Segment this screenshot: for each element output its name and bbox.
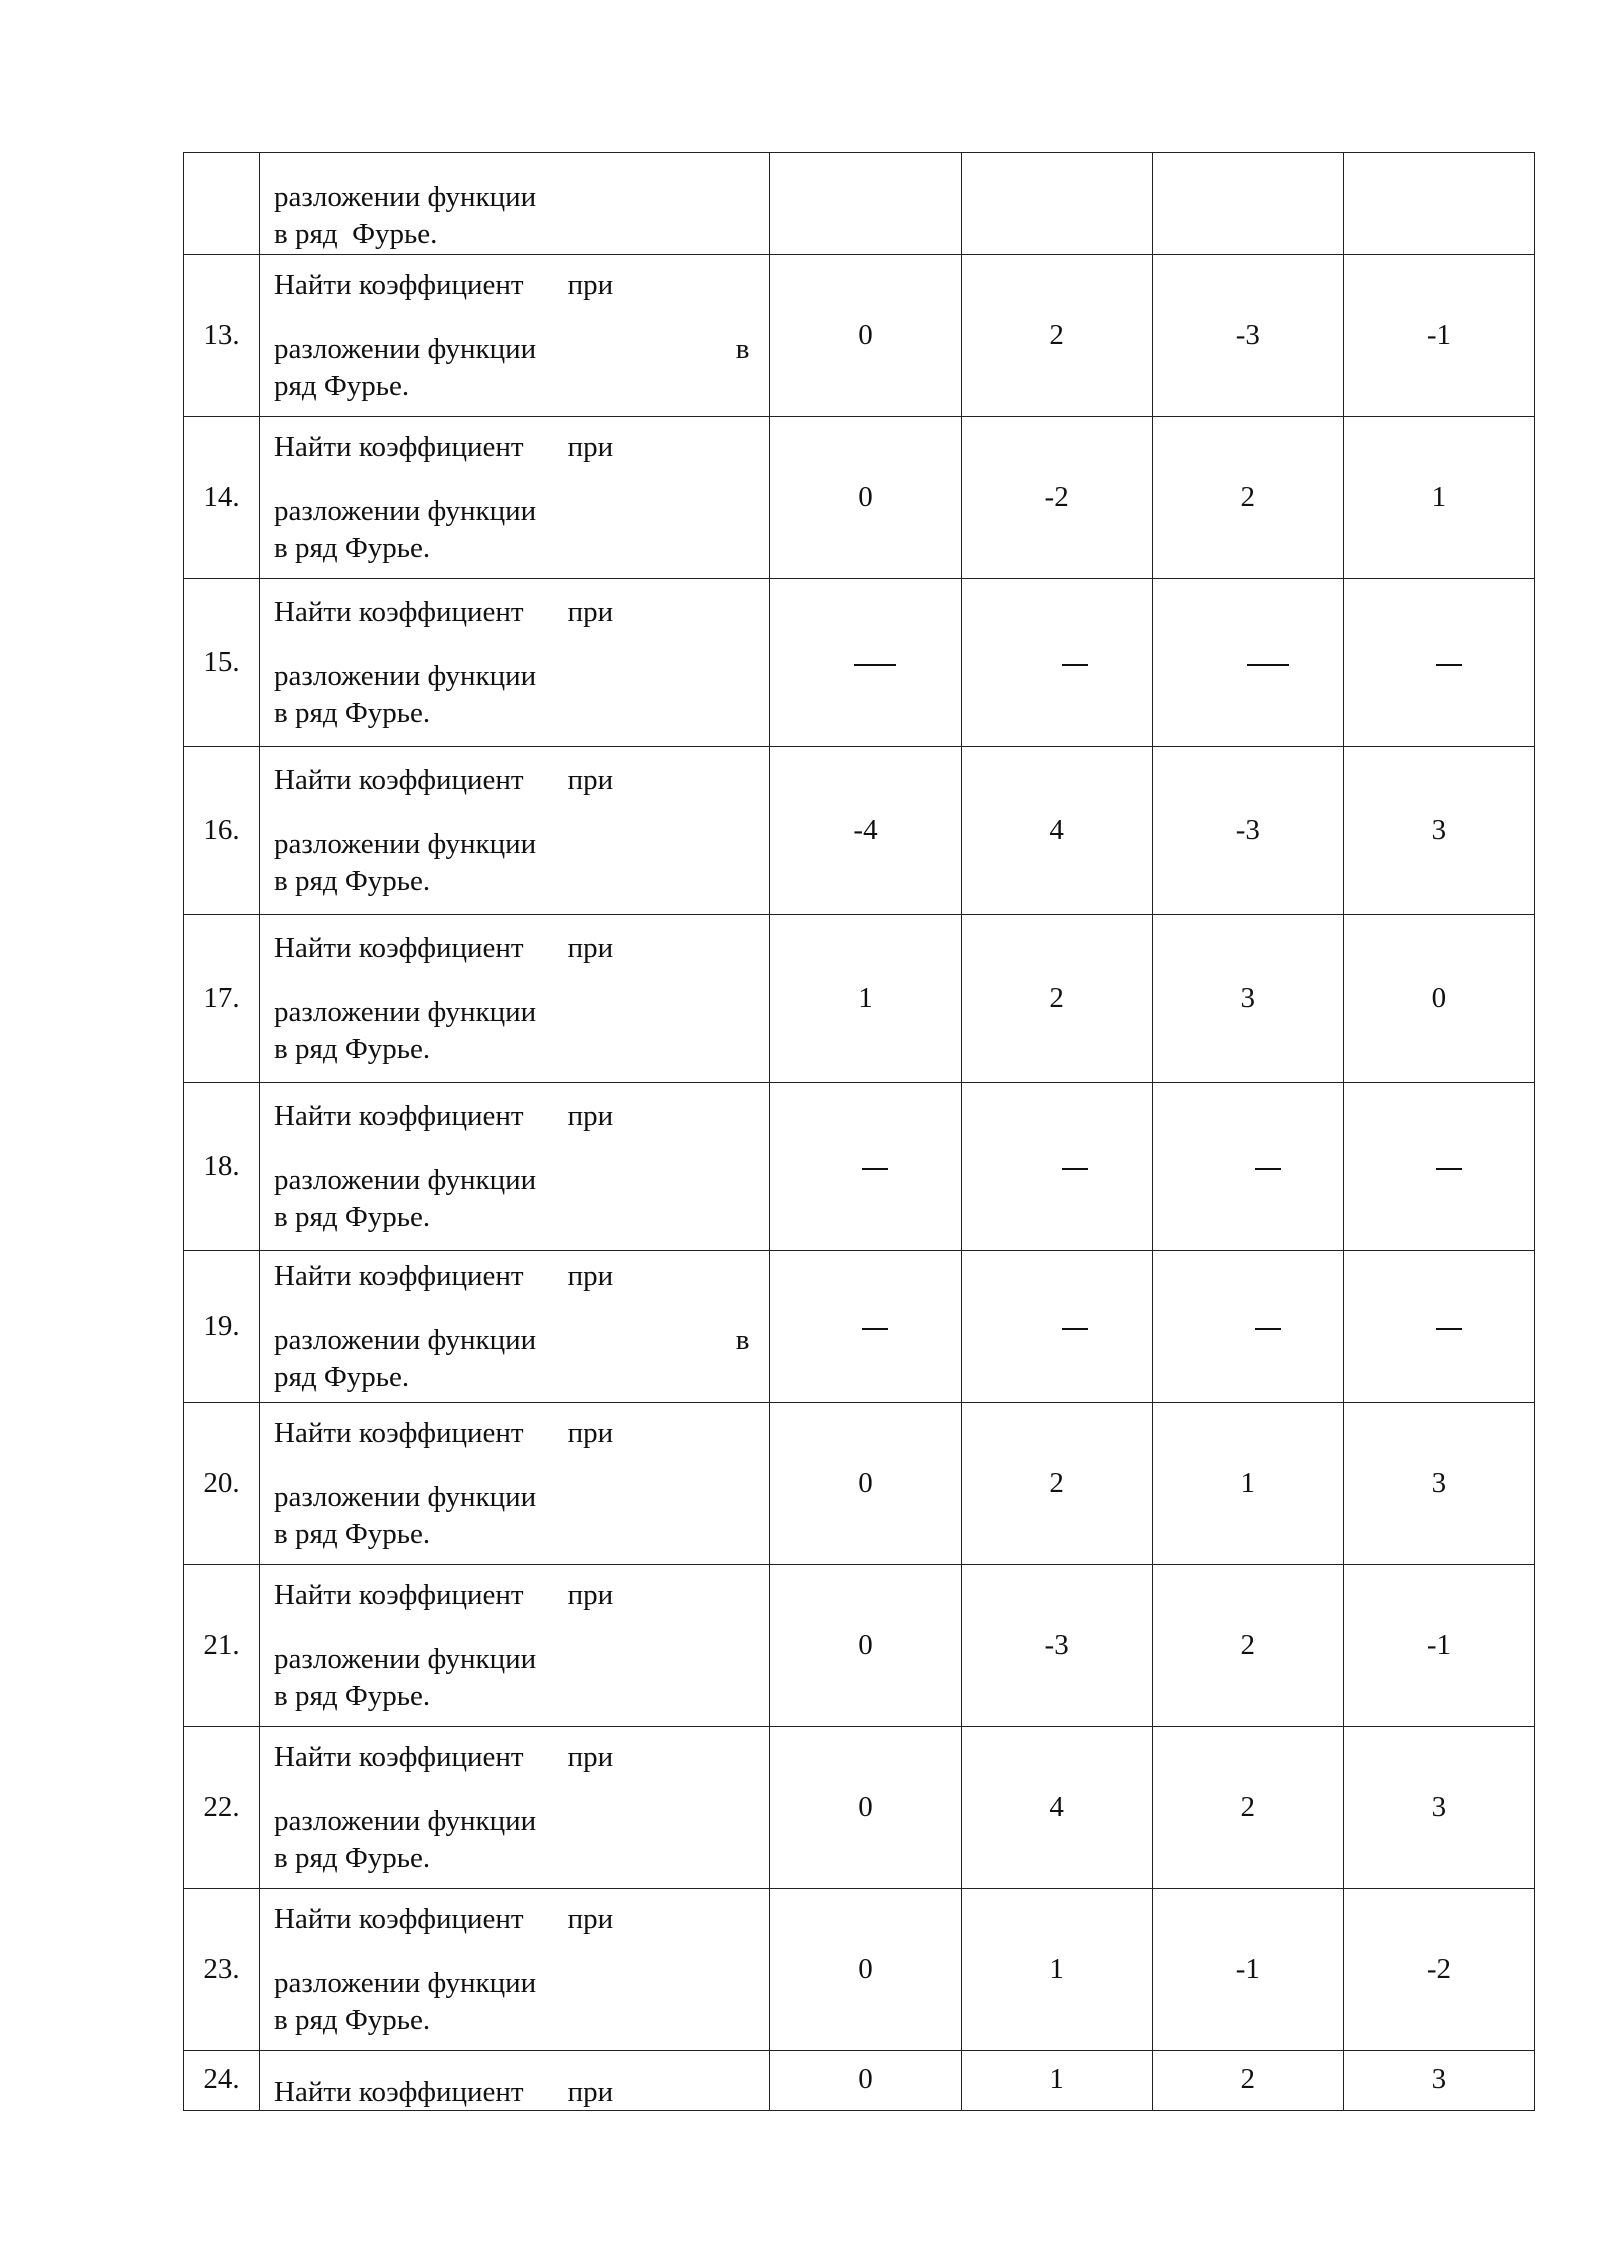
- table-row: [184, 915, 1535, 1083]
- answer-option-cell: [961, 1727, 1152, 1889]
- task-text: разложении функции: [274, 1643, 537, 1676]
- answer-option-cell: [1152, 1889, 1343, 2051]
- task-text: в ряд Фурье.: [274, 2003, 431, 2036]
- task-text: при: [567, 932, 614, 965]
- answer-option-cell: [770, 1083, 961, 1251]
- task-table-body: [184, 153, 1535, 2111]
- answer-option-cell: [1152, 2051, 1343, 2111]
- row-number: 21.: [203, 1629, 240, 1662]
- task-text: разложении функции: [274, 1805, 537, 1838]
- task-description-cell: [260, 1565, 770, 1727]
- fraction-bar: [1436, 1168, 1462, 1170]
- table-row: [184, 579, 1535, 747]
- answer-value: 1: [858, 982, 873, 1015]
- answer-option-cell: [1152, 747, 1343, 915]
- task-text: разложении функции: [274, 495, 537, 528]
- fraction-bar: [1062, 664, 1088, 666]
- fraction-bar: [1255, 1168, 1281, 1170]
- row-number-cell: [184, 1403, 260, 1565]
- task-text: в ряд Фурье.: [274, 1032, 431, 1065]
- answer-option-cell: [1152, 255, 1343, 417]
- answer-option-cell: [1343, 1403, 1534, 1565]
- fraction-bar: [1436, 1328, 1462, 1330]
- task-text: в: [735, 1324, 750, 1357]
- task-description-cell: [260, 417, 770, 579]
- task-description-cell: [260, 1251, 770, 1403]
- answer-option-cell: [770, 1727, 961, 1889]
- answer-option-cell: [961, 1403, 1152, 1565]
- answer-value: 1: [1049, 1953, 1064, 1986]
- row-number: 13.: [203, 319, 240, 352]
- row-number: 17.: [203, 982, 240, 1015]
- task-text: разложении функции: [274, 1481, 537, 1514]
- answer-value: 0: [1431, 982, 1447, 1015]
- answer-value: -3: [1235, 814, 1260, 847]
- table-row: [184, 2051, 1535, 2111]
- row-number: 15.: [203, 646, 240, 679]
- task-text: Найти коэффициент: [274, 1260, 524, 1293]
- answer-option-cell: [1152, 579, 1343, 747]
- answer-option-cell: [770, 2051, 961, 2111]
- fraction-bar: [1255, 1328, 1281, 1330]
- answer-value: 2: [1240, 481, 1256, 514]
- row-number: 24.: [203, 2063, 240, 2095]
- answer-value: 0: [858, 1467, 873, 1500]
- answer-option-cell: [1343, 1727, 1534, 1889]
- answer-option-cell: [961, 1251, 1152, 1403]
- task-text: разложении функции: [274, 1164, 537, 1197]
- task-text: Найти коэффициент: [274, 1741, 524, 1774]
- table-row: [184, 153, 1535, 255]
- answer-option-cell: [770, 255, 961, 417]
- answer-value: -2: [1044, 481, 1069, 514]
- row-number: 19.: [203, 1310, 240, 1343]
- answer-value: 0: [858, 1953, 873, 1986]
- task-text: в: [735, 333, 750, 366]
- task-text: при: [567, 269, 614, 302]
- row-number-cell: [184, 1727, 260, 1889]
- task-text-line: разложении функции: [274, 181, 537, 214]
- answer-value: 3: [1431, 1791, 1447, 1824]
- answer-value: -4: [853, 814, 878, 847]
- row-number-cell: [184, 747, 260, 915]
- task-description-cell: [260, 153, 770, 255]
- answer-option-cell: [1343, 1889, 1534, 2051]
- row-number: 18.: [203, 1150, 240, 1183]
- task-text: Найти коэффициент: [274, 431, 524, 464]
- table-row: [184, 417, 1535, 579]
- task-description-cell: [260, 1889, 770, 2051]
- answer-value: -1: [1426, 1629, 1451, 1662]
- answer-value: 0: [858, 1629, 873, 1662]
- answer-option-cell: [961, 417, 1152, 579]
- answer-option-cell: [1152, 417, 1343, 579]
- answer-value: 1: [1240, 1467, 1256, 1500]
- answer-option-cell: [1343, 915, 1534, 1083]
- answer-value: 1: [1049, 2063, 1064, 2095]
- fraction-bar: [1062, 1328, 1088, 1330]
- answer-value: 4: [1049, 814, 1064, 847]
- task-text: разложении функции: [274, 1324, 537, 1357]
- task-text: в ряд Фурье.: [274, 531, 431, 564]
- answer-option-cell: [770, 417, 961, 579]
- answer-option-cell: [1343, 747, 1534, 915]
- table-row: [184, 1889, 1535, 2051]
- table-row: [184, 255, 1535, 417]
- fraction-bar: [1062, 1168, 1088, 1170]
- row-number-cell: [184, 1251, 260, 1403]
- answer-option-cell: [1152, 153, 1343, 255]
- task-text: при: [567, 1260, 614, 1293]
- answer-option-cell: [961, 255, 1152, 417]
- answer-option-cell: [1343, 1083, 1534, 1251]
- row-number-cell: [184, 915, 260, 1083]
- task-description-cell: [260, 255, 770, 417]
- row-number-cell: [184, 153, 260, 255]
- answer-option-cell: [961, 915, 1152, 1083]
- answer-option-cell: [770, 915, 961, 1083]
- task-description-cell: [260, 2051, 770, 2111]
- answer-option-cell: [1343, 255, 1534, 417]
- task-text: в ряд Фурье.: [274, 1679, 431, 1712]
- answer-value: -3: [1235, 319, 1260, 352]
- answer-option-cell: [961, 579, 1152, 747]
- answer-value: -2: [1426, 1953, 1451, 1986]
- task-text: в ряд Фурье.: [274, 1841, 431, 1874]
- task-text: Найти коэффициент: [274, 269, 524, 302]
- task-text: разложении функции: [274, 660, 537, 693]
- task-text: при: [567, 1903, 614, 1936]
- answer-option-cell: [961, 1083, 1152, 1251]
- answer-value: 0: [858, 481, 873, 514]
- answer-option-cell: [1152, 1251, 1343, 1403]
- table-row: [184, 1403, 1535, 1565]
- row-number: 23.: [203, 1953, 240, 1986]
- answer-value: 0: [858, 1791, 873, 1824]
- task-text: разложении функции: [274, 828, 537, 861]
- task-text: ряд Фурье.: [274, 369, 410, 402]
- task-text: при: [567, 2075, 614, 2108]
- task-text: Найти коэффициент: [274, 932, 524, 965]
- task-text-line: в ряд Фурье.: [274, 217, 438, 250]
- answer-value: 0: [858, 319, 873, 352]
- answer-option-cell: [770, 1251, 961, 1403]
- answer-option-cell: [1343, 153, 1534, 255]
- answer-option-cell: [961, 153, 1152, 255]
- task-description-cell: [260, 579, 770, 747]
- task-text: Найти коэффициент: [274, 1417, 524, 1450]
- row-number-cell: [184, 2051, 260, 2111]
- answer-value: 3: [1431, 1467, 1447, 1500]
- answer-option-cell: [770, 153, 961, 255]
- answer-option-cell: [1343, 1251, 1534, 1403]
- answer-option-cell: [770, 1565, 961, 1727]
- fraction-bar: [854, 664, 896, 666]
- answer-value: 2: [1049, 319, 1064, 352]
- row-number: 22.: [203, 1791, 240, 1824]
- answer-option-cell: [770, 579, 961, 747]
- task-text: разложении функции: [274, 333, 537, 366]
- row-number-cell: [184, 1565, 260, 1727]
- answer-option-cell: [961, 1565, 1152, 1727]
- table-row: [184, 747, 1535, 915]
- task-text: при: [567, 1579, 614, 1612]
- task-description-cell: [260, 1727, 770, 1889]
- task-text: в ряд Фурье.: [274, 1200, 431, 1233]
- answer-value: 4: [1049, 1791, 1064, 1824]
- task-text: Найти коэффициент: [274, 1579, 524, 1612]
- task-text: ряд Фурье.: [274, 1360, 410, 1393]
- task-text: при: [567, 764, 614, 797]
- task-text: в ряд Фурье.: [274, 696, 431, 729]
- answer-value: -1: [1235, 1953, 1260, 1986]
- answer-option-cell: [1343, 417, 1534, 579]
- answer-value: 2: [1049, 1467, 1064, 1500]
- fraction-bar: [862, 1168, 888, 1170]
- task-text: при: [567, 1100, 614, 1133]
- task-description-cell: [260, 915, 770, 1083]
- answer-value: 2: [1240, 1791, 1256, 1824]
- answer-option-cell: [1343, 2051, 1534, 2111]
- task-table: [183, 152, 1535, 2111]
- answer-option-cell: [1152, 1565, 1343, 1727]
- answer-value: 2: [1049, 982, 1064, 1015]
- row-number-cell: [184, 1083, 260, 1251]
- answer-option-cell: [1152, 915, 1343, 1083]
- answer-option-cell: [770, 1403, 961, 1565]
- task-text: разложении функции: [274, 1967, 537, 2000]
- answer-option-cell: [1343, 579, 1534, 747]
- task-description-cell: [260, 1083, 770, 1251]
- answer-option-cell: [961, 2051, 1152, 2111]
- answer-option-cell: [1152, 1727, 1343, 1889]
- table-row: [184, 1565, 1535, 1727]
- task-text: в ряд Фурье.: [274, 864, 431, 897]
- row-number-cell: [184, 1889, 260, 2051]
- table-row: [184, 1083, 1535, 1251]
- task-text: Найти коэффициент: [274, 596, 524, 629]
- task-description-cell: [260, 1403, 770, 1565]
- row-number: 20.: [203, 1467, 240, 1500]
- answer-option-cell: [1152, 1403, 1343, 1565]
- fraction-bar: [1436, 664, 1462, 666]
- task-text: Найти коэффициент: [274, 1100, 524, 1133]
- answer-value: 2: [1240, 1629, 1256, 1662]
- answer-value: 3: [1240, 982, 1256, 1015]
- answer-value: 2: [1240, 2063, 1256, 2095]
- task-text: в ряд Фурье.: [274, 1517, 431, 1550]
- task-text: при: [567, 1417, 614, 1450]
- task-text: при: [567, 1741, 614, 1774]
- fraction-bar: [1247, 664, 1289, 666]
- task-text: разложении функции: [274, 996, 537, 1029]
- answer-option-cell: [1343, 1565, 1534, 1727]
- answer-value: 3: [1431, 2063, 1447, 2095]
- row-number-cell: [184, 417, 260, 579]
- answer-value: -3: [1044, 1629, 1069, 1662]
- task-text: Найти коэффициент: [274, 1903, 524, 1936]
- row-number-cell: [184, 579, 260, 747]
- answer-option-cell: [770, 1889, 961, 2051]
- answer-option-cell: [961, 1889, 1152, 2051]
- task-text: Найти коэффициент: [274, 2075, 524, 2108]
- answer-option-cell: [1152, 1083, 1343, 1251]
- answer-option-cell: [961, 747, 1152, 915]
- answer-value: 3: [1431, 814, 1447, 847]
- table-row: [184, 1727, 1535, 1889]
- answer-value: 1: [1431, 481, 1447, 514]
- row-number-cell: [184, 255, 260, 417]
- task-text: Найти коэффициент: [274, 764, 524, 797]
- task-text: при: [567, 596, 614, 629]
- table-row: [184, 1251, 1535, 1403]
- answer-value: -1: [1426, 319, 1451, 352]
- row-number: 14.: [203, 481, 240, 514]
- fraction-bar: [862, 1328, 888, 1330]
- row-number: 16.: [203, 814, 240, 847]
- task-description-cell: [260, 747, 770, 915]
- answer-option-cell: [770, 747, 961, 915]
- answer-value: 0: [858, 2063, 873, 2095]
- task-text: при: [567, 431, 614, 464]
